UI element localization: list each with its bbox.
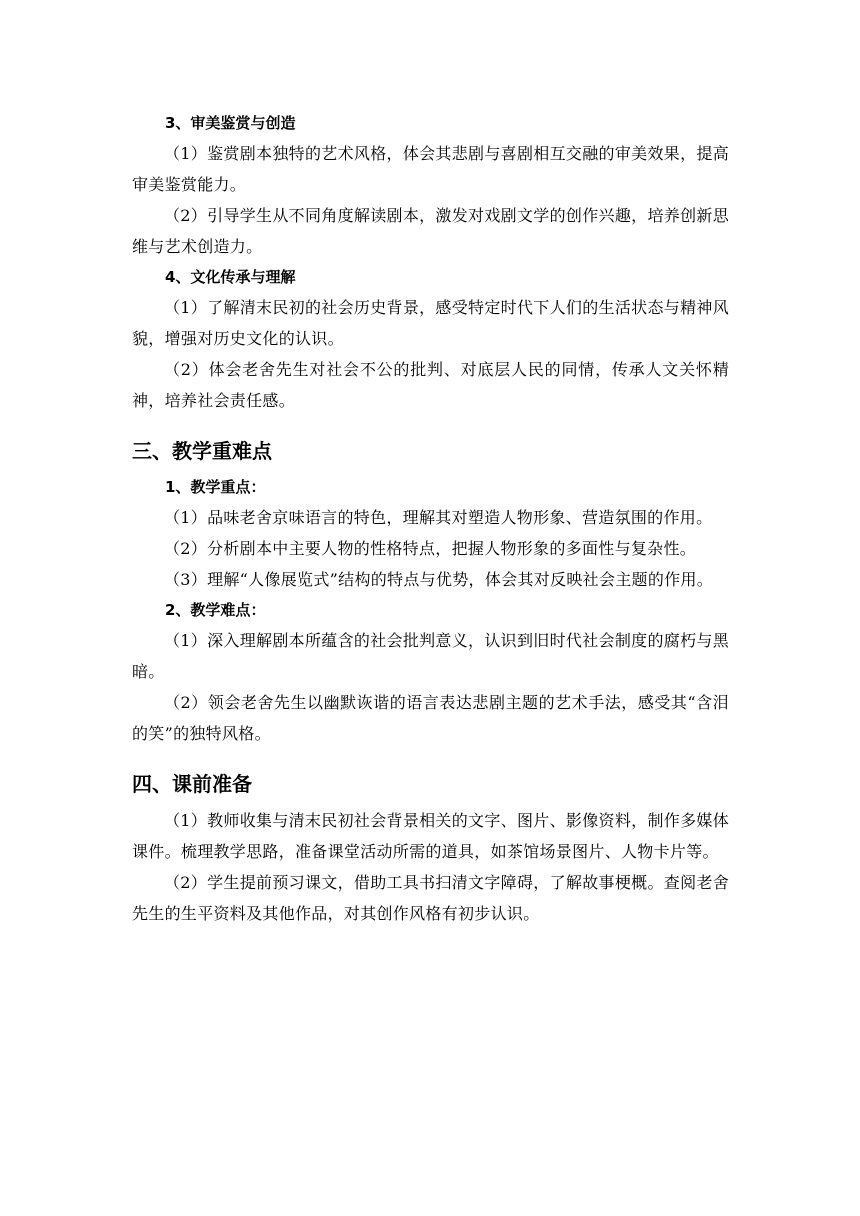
subheading-difficult-points: 2、教学难点： <box>165 601 266 619</box>
subheading-cultural-heritage: 4、文化传承与理解 <box>165 268 296 286</box>
section-heading-preparation: 四、课前准备 <box>132 772 252 796</box>
paragraph: （1）教师收集与清末民初社会背景相关的文字、图片、影像资料，制作多媒体课件。梳理教学思路，准备课堂活动所需的道具，如茶馆场景图片、人物卡片等。 <box>132 811 729 861</box>
spacer <box>132 749 729 769</box>
paragraph: （1）品味老舍京味语言的特色，理解其对塑造人物形象、营造氛围的作用。 <box>164 508 713 527</box>
section-heading-key-difficult-points: 三、教学重难点 <box>132 439 272 463</box>
paragraph: （1）了解清末民初的社会历史背景，感受特定时代下人们的生活状态与精神风貌，增强对历史文化的认识。 <box>132 298 729 348</box>
paragraph: （2）领会老舍先生以幽默诙谐的语言表达悲剧主题的艺术手法，感受其“含泪的笑”的独特风格。 <box>132 693 729 743</box>
paragraph: （2）引导学生从不同角度解读剧本，激发对戏剧文学的创作兴趣，培养创新思维与艺术创造力。 <box>132 206 729 256</box>
page-content <box>132 108 729 929</box>
subheading-aesthetic-appreciation: 3、审美鉴赏与创造 <box>165 114 296 132</box>
subheading-key-points: 1、教学重点： <box>165 478 266 496</box>
paragraph: （1）深入理解剧本所蕴含的社会批判意义，认识到旧时代社会制度的腐朽与黑暗。 <box>132 631 729 681</box>
paragraph: （1）鉴赏剧本独特的艺术风格，体会其悲剧与喜剧相互交融的审美效果，提高审美鉴赏能力。 <box>132 144 729 194</box>
paragraph: （2）体会老舍先生对社会不公的批判、对底层人民的同情，传承人文关怀精神，培养社会责任感。 <box>132 360 729 410</box>
paragraph: （3）理解“人像展览式”结构的特点与优势，体会其对反映社会主题的作用。 <box>164 570 714 589</box>
spacer <box>132 416 729 436</box>
paragraph: （2）学生提前预习课文，借助工具书扫清文字障碍，了解故事梗概。查阅老舍先生的生平资料及其他作品，对其创作风格有初步认识。 <box>132 873 729 923</box>
paragraph: （2）分析剧本中主要人物的性格特点，把握人物形象的多面性与复杂性。 <box>164 539 697 558</box>
